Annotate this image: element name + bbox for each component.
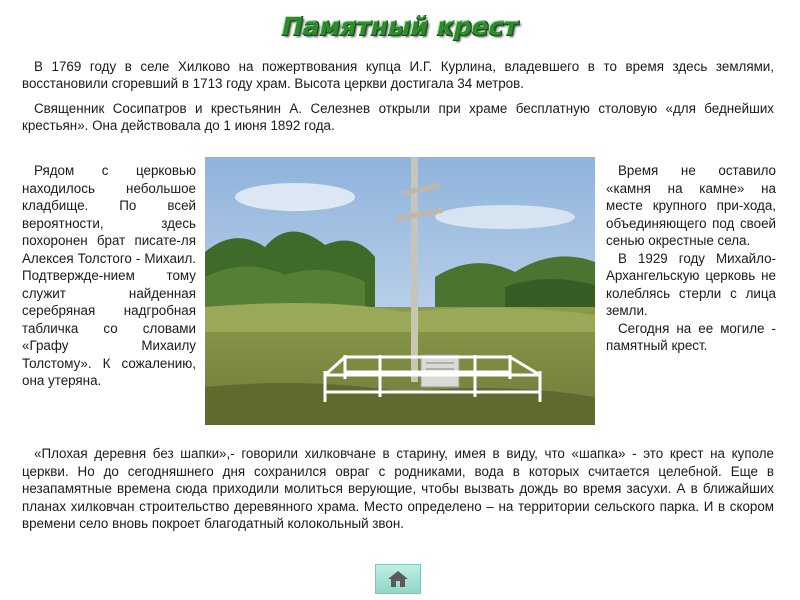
- right-paragraph-2: В 1929 году Михайло-Архангельскую церковь не колеблясь стерли с лица земли.: [606, 250, 776, 318]
- right-paragraph-3: Сегодня на ее могиле - памятный крест.: [606, 320, 776, 353]
- intro-paragraph-2: Священник Сосипатров и крестьянин А. Селезнев открыли при храме бесплатную столовую «для беднейших крестьян». Она действовала до 1 июня 1892 года.: [22, 101, 774, 133]
- page-title: Памятный крест: [282, 12, 518, 41]
- home-icon: [387, 570, 409, 588]
- right-column-text: [606, 162, 776, 355]
- home-button[interactable]: [375, 564, 421, 594]
- memorial-cross-photo: [205, 157, 595, 425]
- photo-scene: [205, 157, 595, 425]
- intro-paragraph-1: В 1769 году в селе Хилково на пожертвования купца И.Г. Курлина, владевшего в то время здесь землями, восстановили сгоревший в 1713 году храм. Высота церкви достигала 34 метров.: [22, 59, 774, 91]
- right-paragraph-1: Время не оставило «камня на камне» на месте крупного при-хода, объединяющего под своей сенью окрестные села.: [606, 163, 776, 248]
- left-column-text: Рядом с церковью находилось небольшое кладбище. По всей вероятности, здесь похоронен брат писате-ля Алексея Толстого - Михаил. Подтвержде-нием тому служит найденная серебряная надгробная табличка со словами «Графу Михаилу Толстому». К сожалению, она утеряна.: [22, 163, 196, 388]
- bottom-paragraph: «Плохая деревня без шапки»,- говорили хилковчане в старину, имея в виду, что «шапка» - это крест на куполе церкви. Но до сегодняшнего дня сохранился овраг с родниками, вода в которых считается целебной. Еще в незапамятные времена сюда приходили молиться верующие, чтобы вызвать дождь во время засухи. А в ближайших планах хилковчан строительство деревянного храма. Место определено – на территории сельского парка. И в скором времени село вновь покроет благодатный колокольный звон.: [22, 446, 774, 531]
